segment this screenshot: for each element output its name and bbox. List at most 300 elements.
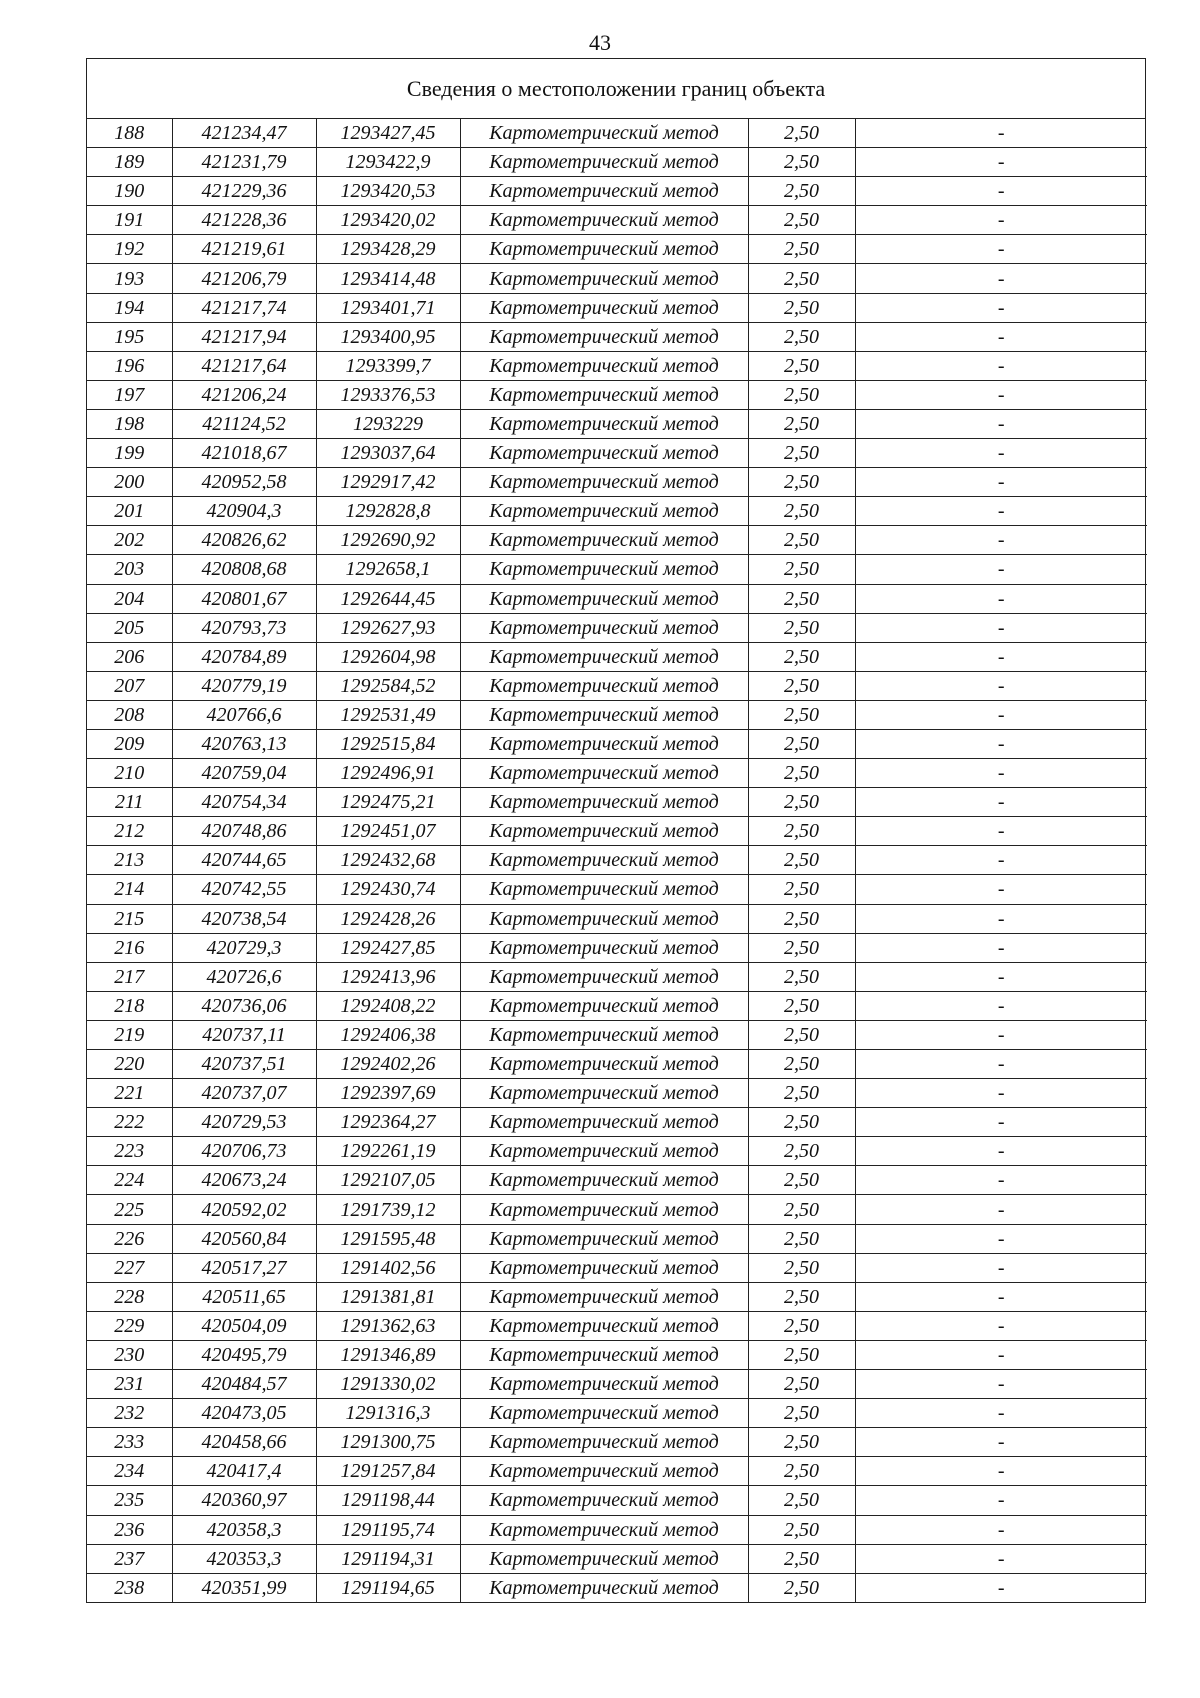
- point-number-cell: 196: [87, 351, 172, 380]
- point-number-cell: 199: [87, 439, 172, 468]
- table-row: [87, 497, 1147, 526]
- x-coordinate-cell: 421018,67: [172, 439, 316, 468]
- point-number-cell: 228: [87, 1282, 172, 1311]
- table-row: [87, 1282, 1147, 1311]
- method-cell: Картометрический метод: [460, 1370, 748, 1399]
- method-cell: Картометрический метод: [460, 904, 748, 933]
- description-cell: -: [855, 322, 1147, 351]
- x-coordinate-cell: 420766,6: [172, 700, 316, 729]
- y-coordinate-cell: 1291739,12: [316, 1195, 460, 1224]
- x-coordinate-cell: 421219,61: [172, 235, 316, 264]
- description-cell: -: [855, 1079, 1147, 1108]
- description-cell: -: [855, 439, 1147, 468]
- y-coordinate-cell: 1292261,19: [316, 1137, 460, 1166]
- accuracy-cell: 2,50: [748, 1399, 855, 1428]
- method-cell: Картометрический метод: [460, 235, 748, 264]
- x-coordinate-cell: 420473,05: [172, 1399, 316, 1428]
- point-number-cell: 208: [87, 700, 172, 729]
- description-cell: -: [855, 584, 1147, 613]
- point-number-cell: 232: [87, 1399, 172, 1428]
- accuracy-cell: 2,50: [748, 1020, 855, 1049]
- y-coordinate-cell: 1291402,56: [316, 1253, 460, 1282]
- accuracy-cell: 2,50: [748, 119, 855, 148]
- method-cell: Картометрический метод: [460, 613, 748, 642]
- description-cell: -: [855, 613, 1147, 642]
- method-cell: Картометрический метод: [460, 468, 748, 497]
- table-row: [87, 1079, 1147, 1108]
- y-coordinate-cell: 1292397,69: [316, 1079, 460, 1108]
- x-coordinate-cell: 420706,73: [172, 1137, 316, 1166]
- y-coordinate-cell: 1293422,9: [316, 148, 460, 177]
- x-coordinate-cell: 420744,65: [172, 846, 316, 875]
- table-row: [87, 729, 1147, 758]
- description-cell: -: [855, 1399, 1147, 1428]
- x-coordinate-cell: 420358,3: [172, 1515, 316, 1544]
- point-number-cell: 207: [87, 671, 172, 700]
- method-cell: Картометрический метод: [460, 846, 748, 875]
- table-row: [87, 991, 1147, 1020]
- description-cell: -: [855, 1515, 1147, 1544]
- table-row: [87, 1457, 1147, 1486]
- y-coordinate-cell: 1292496,91: [316, 759, 460, 788]
- method-cell: Картометрический метод: [460, 1282, 748, 1311]
- table-row: [87, 351, 1147, 380]
- y-coordinate-cell: 1291194,31: [316, 1544, 460, 1573]
- x-coordinate-cell: 421231,79: [172, 148, 316, 177]
- method-cell: Картометрический метод: [460, 1340, 748, 1369]
- table-row: [87, 1253, 1147, 1282]
- accuracy-cell: 2,50: [748, 875, 855, 904]
- x-coordinate-cell: 420754,34: [172, 788, 316, 817]
- description-cell: -: [855, 1253, 1147, 1282]
- y-coordinate-cell: 1292627,93: [316, 613, 460, 642]
- y-coordinate-cell: 1291195,74: [316, 1515, 460, 1544]
- y-coordinate-cell: 1292364,27: [316, 1108, 460, 1137]
- table-row: [87, 1020, 1147, 1049]
- point-number-cell: 234: [87, 1457, 172, 1486]
- point-number-cell: 224: [87, 1166, 172, 1195]
- x-coordinate-cell: 420793,73: [172, 613, 316, 642]
- x-coordinate-cell: 420353,3: [172, 1544, 316, 1573]
- table-row: [87, 1573, 1147, 1602]
- y-coordinate-cell: 1292828,8: [316, 497, 460, 526]
- table-row: [87, 1311, 1147, 1340]
- x-coordinate-cell: 420748,86: [172, 817, 316, 846]
- point-number-cell: 222: [87, 1108, 172, 1137]
- x-coordinate-cell: 421229,36: [172, 177, 316, 206]
- y-coordinate-cell: 1292644,45: [316, 584, 460, 613]
- table-row: [87, 235, 1147, 264]
- method-cell: Картометрический метод: [460, 1166, 748, 1195]
- accuracy-cell: 2,50: [748, 1428, 855, 1457]
- point-number-cell: 203: [87, 555, 172, 584]
- y-coordinate-cell: 1292604,98: [316, 642, 460, 671]
- accuracy-cell: 2,50: [748, 206, 855, 235]
- x-coordinate-cell: 420726,6: [172, 962, 316, 991]
- x-coordinate-cell: 420759,04: [172, 759, 316, 788]
- table-row: [87, 613, 1147, 642]
- method-cell: Картометрический метод: [460, 1224, 748, 1253]
- table-row: [87, 264, 1147, 293]
- point-number-cell: 197: [87, 380, 172, 409]
- accuracy-cell: 2,50: [748, 409, 855, 438]
- table-row: [87, 206, 1147, 235]
- point-number-cell: 221: [87, 1079, 172, 1108]
- table-row: [87, 1515, 1147, 1544]
- method-cell: Картометрический метод: [460, 264, 748, 293]
- description-cell: -: [855, 933, 1147, 962]
- y-coordinate-cell: 1292531,49: [316, 700, 460, 729]
- method-cell: Картометрический метод: [460, 526, 748, 555]
- accuracy-cell: 2,50: [748, 235, 855, 264]
- point-number-cell: 193: [87, 264, 172, 293]
- point-number-cell: 236: [87, 1515, 172, 1544]
- accuracy-cell: 2,50: [748, 904, 855, 933]
- y-coordinate-cell: 1292451,07: [316, 817, 460, 846]
- x-coordinate-cell: 420952,58: [172, 468, 316, 497]
- method-cell: Картометрический метод: [460, 148, 748, 177]
- description-cell: -: [855, 1428, 1147, 1457]
- x-coordinate-cell: 420484,57: [172, 1370, 316, 1399]
- accuracy-cell: 2,50: [748, 351, 855, 380]
- description-cell: -: [855, 409, 1147, 438]
- description-cell: -: [855, 1050, 1147, 1079]
- point-number-cell: 200: [87, 468, 172, 497]
- coordinates-table: [87, 119, 1147, 1602]
- point-number-cell: 237: [87, 1544, 172, 1573]
- description-cell: -: [855, 1457, 1147, 1486]
- x-coordinate-cell: 420560,84: [172, 1224, 316, 1253]
- accuracy-cell: 2,50: [748, 1224, 855, 1253]
- table-row: [87, 1137, 1147, 1166]
- x-coordinate-cell: 420511,65: [172, 1282, 316, 1311]
- table-row: [87, 1050, 1147, 1079]
- point-number-cell: 220: [87, 1050, 172, 1079]
- method-cell: Картометрический метод: [460, 671, 748, 700]
- table-row: [87, 642, 1147, 671]
- description-cell: -: [855, 1340, 1147, 1369]
- table-row: [87, 875, 1147, 904]
- table-row: [87, 933, 1147, 962]
- method-cell: Картометрический метод: [460, 1050, 748, 1079]
- accuracy-cell: 2,50: [748, 1340, 855, 1369]
- accuracy-cell: 2,50: [748, 380, 855, 409]
- description-cell: -: [855, 729, 1147, 758]
- y-coordinate-cell: 1292432,68: [316, 846, 460, 875]
- method-cell: Картометрический метод: [460, 991, 748, 1020]
- point-number-cell: 229: [87, 1311, 172, 1340]
- accuracy-cell: 2,50: [748, 1079, 855, 1108]
- accuracy-cell: 2,50: [748, 1573, 855, 1602]
- table-row: [87, 671, 1147, 700]
- method-cell: Картометрический метод: [460, 1544, 748, 1573]
- method-cell: Картометрический метод: [460, 817, 748, 846]
- y-coordinate-cell: 1291300,75: [316, 1428, 460, 1457]
- point-number-cell: 195: [87, 322, 172, 351]
- x-coordinate-cell: 421206,79: [172, 264, 316, 293]
- x-coordinate-cell: 421217,64: [172, 351, 316, 380]
- table-title: Сведения о местоположении границ объекта: [87, 59, 1145, 119]
- description-cell: -: [855, 380, 1147, 409]
- accuracy-cell: 2,50: [748, 1544, 855, 1573]
- description-cell: -: [855, 788, 1147, 817]
- point-number-cell: 190: [87, 177, 172, 206]
- description-cell: -: [855, 1224, 1147, 1253]
- accuracy-cell: 2,50: [748, 1282, 855, 1311]
- method-cell: Картометрический метод: [460, 1457, 748, 1486]
- y-coordinate-cell: 1291346,89: [316, 1340, 460, 1369]
- method-cell: Картометрический метод: [460, 642, 748, 671]
- x-coordinate-cell: 420763,13: [172, 729, 316, 758]
- boundary-table-sheet: [86, 58, 1146, 1603]
- point-number-cell: 214: [87, 875, 172, 904]
- page-number: 43: [589, 30, 611, 55]
- description-cell: -: [855, 148, 1147, 177]
- accuracy-cell: 2,50: [748, 148, 855, 177]
- method-cell: Картометрический метод: [460, 293, 748, 322]
- y-coordinate-cell: 1291194,65: [316, 1573, 460, 1602]
- method-cell: Картометрический метод: [460, 497, 748, 526]
- point-number-cell: 192: [87, 235, 172, 264]
- accuracy-cell: 2,50: [748, 439, 855, 468]
- description-cell: -: [855, 1486, 1147, 1515]
- x-coordinate-cell: 420738,54: [172, 904, 316, 933]
- table-row: [87, 788, 1147, 817]
- point-number-cell: 225: [87, 1195, 172, 1224]
- point-number-cell: 223: [87, 1137, 172, 1166]
- y-coordinate-cell: 1293401,71: [316, 293, 460, 322]
- method-cell: Картометрический метод: [460, 700, 748, 729]
- table-row: [87, 1224, 1147, 1253]
- accuracy-cell: 2,50: [748, 788, 855, 817]
- method-cell: Картометрический метод: [460, 875, 748, 904]
- method-cell: Картометрический метод: [460, 729, 748, 758]
- method-cell: Картометрический метод: [460, 962, 748, 991]
- description-cell: -: [855, 1311, 1147, 1340]
- point-number-cell: 227: [87, 1253, 172, 1282]
- point-number-cell: 231: [87, 1370, 172, 1399]
- point-number-cell: 215: [87, 904, 172, 933]
- method-cell: Картометрический метод: [460, 555, 748, 584]
- table-row: [87, 846, 1147, 875]
- x-coordinate-cell: 420729,53: [172, 1108, 316, 1137]
- y-coordinate-cell: 1293420,02: [316, 206, 460, 235]
- method-cell: Картометрический метод: [460, 1195, 748, 1224]
- point-number-cell: 210: [87, 759, 172, 788]
- description-cell: -: [855, 1573, 1147, 1602]
- method-cell: Картометрический метод: [460, 933, 748, 962]
- description-cell: -: [855, 1282, 1147, 1311]
- y-coordinate-cell: 1291362,63: [316, 1311, 460, 1340]
- table-row: [87, 409, 1147, 438]
- table-row: [87, 119, 1147, 148]
- y-coordinate-cell: 1291330,02: [316, 1370, 460, 1399]
- point-number-cell: 198: [87, 409, 172, 438]
- y-coordinate-cell: 1291257,84: [316, 1457, 460, 1486]
- y-coordinate-cell: 1292430,74: [316, 875, 460, 904]
- method-cell: Картометрический метод: [460, 1399, 748, 1428]
- point-number-cell: 216: [87, 933, 172, 962]
- accuracy-cell: 2,50: [748, 1108, 855, 1137]
- y-coordinate-cell: 1292402,26: [316, 1050, 460, 1079]
- description-cell: -: [855, 235, 1147, 264]
- description-cell: -: [855, 1108, 1147, 1137]
- accuracy-cell: 2,50: [748, 468, 855, 497]
- description-cell: -: [855, 962, 1147, 991]
- description-cell: -: [855, 846, 1147, 875]
- y-coordinate-cell: 1293428,29: [316, 235, 460, 264]
- y-coordinate-cell: 1293229: [316, 409, 460, 438]
- x-coordinate-cell: 420737,07: [172, 1079, 316, 1108]
- x-coordinate-cell: 420904,3: [172, 497, 316, 526]
- y-coordinate-cell: 1291198,44: [316, 1486, 460, 1515]
- y-coordinate-cell: 1292584,52: [316, 671, 460, 700]
- x-coordinate-cell: 420737,11: [172, 1020, 316, 1049]
- x-coordinate-cell: 420808,68: [172, 555, 316, 584]
- accuracy-cell: 2,50: [748, 1050, 855, 1079]
- x-coordinate-cell: 420784,89: [172, 642, 316, 671]
- method-cell: Картометрический метод: [460, 788, 748, 817]
- description-cell: -: [855, 526, 1147, 555]
- table-row: [87, 1428, 1147, 1457]
- point-number-cell: 219: [87, 1020, 172, 1049]
- y-coordinate-cell: 1292690,92: [316, 526, 460, 555]
- description-cell: -: [855, 1137, 1147, 1166]
- accuracy-cell: 2,50: [748, 1370, 855, 1399]
- y-coordinate-cell: 1292427,85: [316, 933, 460, 962]
- accuracy-cell: 2,50: [748, 177, 855, 206]
- y-coordinate-cell: 1293420,53: [316, 177, 460, 206]
- description-cell: -: [855, 177, 1147, 206]
- y-coordinate-cell: 1292428,26: [316, 904, 460, 933]
- point-number-cell: 204: [87, 584, 172, 613]
- table-row: [87, 1399, 1147, 1428]
- y-coordinate-cell: 1291381,81: [316, 1282, 460, 1311]
- y-coordinate-cell: 1292917,42: [316, 468, 460, 497]
- method-cell: Картометрический метод: [460, 1486, 748, 1515]
- accuracy-cell: 2,50: [748, 1515, 855, 1544]
- table-row: [87, 700, 1147, 729]
- accuracy-cell: 2,50: [748, 671, 855, 700]
- description-cell: -: [855, 759, 1147, 788]
- x-coordinate-cell: 420504,09: [172, 1311, 316, 1340]
- accuracy-cell: 2,50: [748, 991, 855, 1020]
- accuracy-cell: 2,50: [748, 817, 855, 846]
- x-coordinate-cell: 421228,36: [172, 206, 316, 235]
- table-row: [87, 1108, 1147, 1137]
- table-row: [87, 1166, 1147, 1195]
- description-cell: -: [855, 497, 1147, 526]
- method-cell: Картометрический метод: [460, 1020, 748, 1049]
- accuracy-cell: 2,50: [748, 962, 855, 991]
- method-cell: Картометрический метод: [460, 206, 748, 235]
- x-coordinate-cell: 420592,02: [172, 1195, 316, 1224]
- table-row: [87, 468, 1147, 497]
- method-cell: Картометрический метод: [460, 1108, 748, 1137]
- description-cell: -: [855, 671, 1147, 700]
- table-row: [87, 177, 1147, 206]
- point-number-cell: 213: [87, 846, 172, 875]
- accuracy-cell: 2,50: [748, 526, 855, 555]
- point-number-cell: 188: [87, 119, 172, 148]
- x-coordinate-cell: 420360,97: [172, 1486, 316, 1515]
- y-coordinate-cell: 1292413,96: [316, 962, 460, 991]
- method-cell: Картометрический метод: [460, 1515, 748, 1544]
- y-coordinate-cell: 1293399,7: [316, 351, 460, 380]
- point-number-cell: 218: [87, 991, 172, 1020]
- accuracy-cell: 2,50: [748, 1137, 855, 1166]
- table-row: [87, 148, 1147, 177]
- description-cell: -: [855, 904, 1147, 933]
- accuracy-cell: 2,50: [748, 700, 855, 729]
- x-coordinate-cell: 421217,94: [172, 322, 316, 351]
- method-cell: Картометрический метод: [460, 1311, 748, 1340]
- accuracy-cell: 2,50: [748, 1457, 855, 1486]
- description-cell: -: [855, 264, 1147, 293]
- point-number-cell: 238: [87, 1573, 172, 1602]
- accuracy-cell: 2,50: [748, 584, 855, 613]
- table-row: [87, 904, 1147, 933]
- accuracy-cell: 2,50: [748, 1486, 855, 1515]
- table-row: [87, 759, 1147, 788]
- table-row: [87, 555, 1147, 584]
- point-number-cell: 191: [87, 206, 172, 235]
- x-coordinate-cell: 420417,4: [172, 1457, 316, 1486]
- y-coordinate-cell: 1293427,45: [316, 119, 460, 148]
- method-cell: Картометрический метод: [460, 1137, 748, 1166]
- table-row: [87, 1340, 1147, 1369]
- x-coordinate-cell: 420517,27: [172, 1253, 316, 1282]
- point-number-cell: 217: [87, 962, 172, 991]
- description-cell: -: [855, 991, 1147, 1020]
- description-cell: -: [855, 119, 1147, 148]
- accuracy-cell: 2,50: [748, 759, 855, 788]
- y-coordinate-cell: 1293400,95: [316, 322, 460, 351]
- method-cell: Картометрический метод: [460, 322, 748, 351]
- description-cell: -: [855, 468, 1147, 497]
- point-number-cell: 212: [87, 817, 172, 846]
- x-coordinate-cell: 420495,79: [172, 1340, 316, 1369]
- point-number-cell: 205: [87, 613, 172, 642]
- accuracy-cell: 2,50: [748, 933, 855, 962]
- x-coordinate-cell: 420736,06: [172, 991, 316, 1020]
- description-cell: -: [855, 700, 1147, 729]
- description-cell: -: [855, 1370, 1147, 1399]
- accuracy-cell: 2,50: [748, 293, 855, 322]
- y-coordinate-cell: 1293376,53: [316, 380, 460, 409]
- table-row: [87, 322, 1147, 351]
- y-coordinate-cell: 1293037,64: [316, 439, 460, 468]
- y-coordinate-cell: 1293414,48: [316, 264, 460, 293]
- x-coordinate-cell: 421206,24: [172, 380, 316, 409]
- method-cell: Картометрический метод: [460, 759, 748, 788]
- point-number-cell: 211: [87, 788, 172, 817]
- method-cell: Картометрический метод: [460, 1079, 748, 1108]
- x-coordinate-cell: 421217,74: [172, 293, 316, 322]
- point-number-cell: 226: [87, 1224, 172, 1253]
- table-row: [87, 1370, 1147, 1399]
- description-cell: -: [855, 817, 1147, 846]
- method-cell: Картометрический метод: [460, 439, 748, 468]
- accuracy-cell: 2,50: [748, 1166, 855, 1195]
- point-number-cell: 233: [87, 1428, 172, 1457]
- method-cell: Картометрический метод: [460, 1253, 748, 1282]
- accuracy-cell: 2,50: [748, 642, 855, 671]
- accuracy-cell: 2,50: [748, 322, 855, 351]
- x-coordinate-cell: 420673,24: [172, 1166, 316, 1195]
- x-coordinate-cell: 421124,52: [172, 409, 316, 438]
- table-row: [87, 584, 1147, 613]
